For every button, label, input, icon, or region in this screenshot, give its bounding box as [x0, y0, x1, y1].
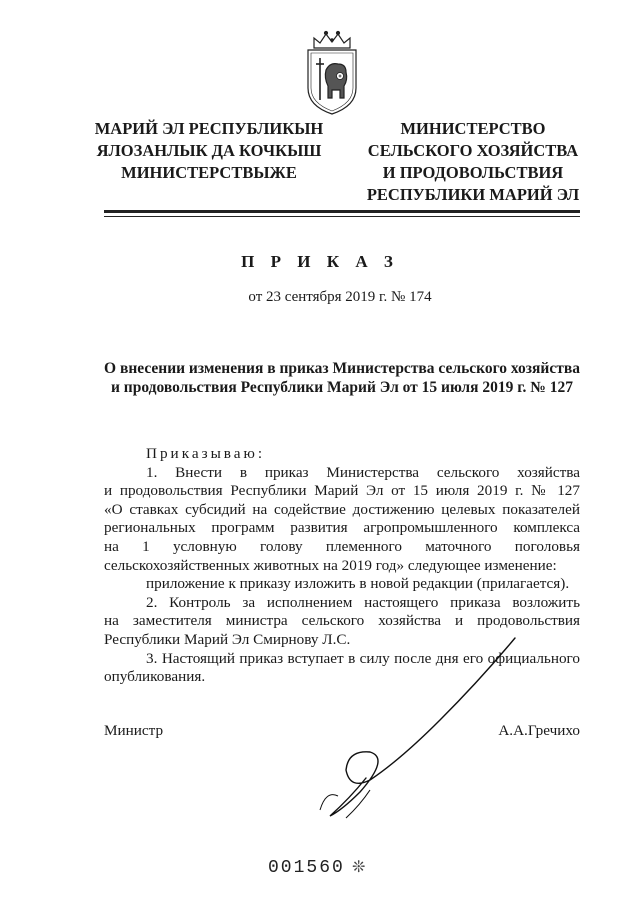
document-date-number: от 23 сентября 2019 г. № 174	[248, 289, 432, 305]
signatory-name: А.А.Гречихо	[498, 722, 580, 739]
header-left-organization: МАРИЙ ЭЛ РЕСПУБЛИКЫН ЯЛОЗАНЛЫК ДА КОЧКЫШ МИНИСТЕРСТВЫЖЕ	[94, 119, 324, 182]
paragraph-2-line: 2. Контроль за исполнением настоящего приказа возложить	[146, 593, 580, 611]
handwritten-signature	[250, 620, 570, 840]
document-title: П Р И К А З	[241, 252, 399, 271]
document-subject: О внесении изменения в приказ Министерства сельского хозяйства и продовольствия Республики Марий Эл от 15 июля 2019 г. № 127	[104, 360, 580, 396]
paragraph-3-line: опубликования.	[104, 668, 206, 686]
paragraph-1-line: региональных программ развития агропромышленного комплекса	[104, 519, 580, 537]
ornament-icon: ❊	[352, 859, 366, 876]
paragraph-1-change: приложение к приказу изложить в новой редакции (прилагается).	[146, 575, 570, 593]
paragraph-1-line: 1. Внести в приказ Министерства сельского хозяйства	[146, 463, 580, 481]
header-divider-thick	[104, 210, 580, 213]
order-word: Приказываю:	[146, 445, 266, 462]
paragraph-1-line: и продовольствия Республики Марий Эл от 15 июля 2019 г. № 127	[104, 482, 580, 500]
coat-of-arms-emblem	[300, 28, 364, 116]
serial-number: 001560	[268, 858, 345, 878]
paragraph-2-line: Республики Марий Эл Смирнову Л.С.	[104, 630, 351, 648]
header-divider-thin	[104, 216, 580, 217]
paragraph-1-line: сельскохозяйственных животных на 2019 год» следующее изменение:	[104, 556, 557, 574]
paragraph-2-line: на заместителя министра сельского хозяйства и продовольствия	[104, 612, 580, 630]
header-right-organization: МИНИСТЕРСТВО СЕЛЬСКОГО ХОЗЯЙСТВА И ПРОДОВОЛЬСТВИЯ РЕСПУБЛИКИ МАРИЙ ЭЛ	[366, 119, 580, 204]
paragraph-1-line: «О ставках субсидий на содействие достижению целевых показателей	[104, 500, 580, 518]
paragraph-1-line: на 1 условную голову племенного маточного поголовья	[104, 537, 580, 555]
signatory-position: Министр	[104, 722, 164, 739]
paragraph-3-line: 3. Настоящий приказ вступает в силу после дня его официального	[146, 649, 580, 667]
